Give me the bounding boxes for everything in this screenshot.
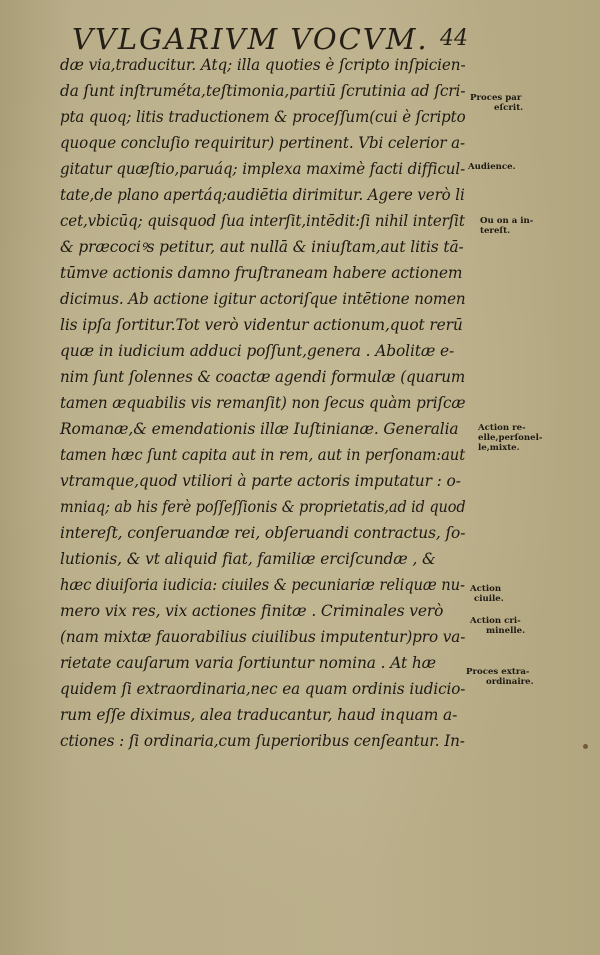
text-line: pta quoq; litis traductionem & proceſſum(cui è ſcripto <box>60 108 466 126</box>
margin-note-action-ciuile <box>470 584 504 604</box>
text-line: tamen hæc ſunt capita aut in rem, aut in perſonam:aut <box>60 446 466 464</box>
margin-note-line: Proces par <box>470 93 522 103</box>
margin-note-line: Action cri- <box>470 616 521 626</box>
margin-note-line: tereſt. <box>480 226 511 236</box>
text-line: dicimus. Ab actione igitur actoriſque intētione nomen <box>60 290 466 308</box>
text-line: tamen æquabilis vis remanſit) non ſecus quàm priſcæ <box>60 394 466 412</box>
text-line: & præcociꝰs petitur, aut nullā & iniuſtam,aut litis tā- <box>60 238 464 256</box>
margin-note-action-criminelle <box>470 616 525 636</box>
text-line: rum eſſe diximus, alea traducantur, haud inquam a- <box>60 706 458 724</box>
margin-note-line: minelle. <box>486 626 526 636</box>
text-line: da ſunt inſtruméta,teſtimonia,partiū ſcrutinia ad ſcri- <box>60 82 466 100</box>
text-line: gitatur quæſtio,paruáq; implexa maximè facti difficul- <box>60 160 466 178</box>
margin-note-line: Ou on a in- <box>480 216 534 226</box>
margin-note-ou-on-a-interest <box>480 216 533 236</box>
ink-stain <box>583 744 588 749</box>
text-line: dæ via,traducitur. Atq; illa quoties è ſcripto inſpicien- <box>60 56 466 74</box>
margin-note-proces-par-escrit <box>470 93 523 113</box>
text-line: quidem ſi extraordinaria,nec ea quam ordinis iudicio- <box>60 680 466 698</box>
margin-note-line: eſcrit. <box>494 103 524 113</box>
margin-note-line: elle,perſonel- <box>478 433 543 443</box>
margin-note-line: ordinaire. <box>486 677 534 687</box>
running-header-title: VVLGARIVM VOCVM. <box>72 22 429 56</box>
text-line: rietate cauſarum varia ſortiuntur nomina . At hæ <box>60 654 437 672</box>
margin-note-action-reelle <box>478 423 542 453</box>
page-number: 44 <box>440 26 468 51</box>
text-line: mero vix res, vix actiones finitæ . Criminales verò <box>60 602 444 620</box>
text-line: mniaq; ab his ferè poſſeſſionis & proprietatis,ad id quod <box>60 498 466 516</box>
text-line: cet,vbicūq; quisquod ſua interſit,intēdit:ſi nihil interſit <box>60 212 465 230</box>
text-line: intereſt, conſeruandæ rei, obſeruandi contractus, ſo- <box>60 524 466 542</box>
margin-note-line: Action <box>470 584 502 594</box>
margin-note-audience <box>468 162 516 172</box>
margin-note-line: Audience. <box>468 162 516 172</box>
margin-note-proces-extraordinaire <box>466 667 534 687</box>
text-line: Romanæ,& emendationis illæ Iuſtinianæ. Generalia <box>60 420 459 438</box>
text-line: ctiones : ſi ordinaria,cum ſuperioribus cenſeantur. In- <box>60 732 465 750</box>
margin-note-line: ciuile. <box>474 594 504 604</box>
text-line: nim ſunt ſolennes & coactæ agendi formulæ (quarum <box>60 368 466 386</box>
margin-note-line: Action re- <box>478 423 526 433</box>
text-line: tate,de plano apertáq;audiētia dirimitur. Agere verò li <box>60 186 465 204</box>
text-line: vtramque,quod vtiliori à parte actoris imputatur : o- <box>60 472 461 490</box>
margin-note-line: Proces extra- <box>466 667 530 677</box>
text-line: tūmve actionis damno fruſtraneam habere actionem <box>60 264 463 282</box>
text-line: quoque concluſio requiritur) pertinent. Vbi celerior a- <box>60 134 466 152</box>
text-line: (nam mixtæ fauorabilius ciuilibus imputentur)pro va- <box>60 628 466 646</box>
text-line: lis ipſa ſortitur.Tot verò videntur actionum,quot rerū <box>60 316 463 334</box>
text-line: lutionis, & vt aliquid fiat, familiæ erciſcundæ , & <box>60 550 436 568</box>
text-line: hæc diuiſoria iudicia: ciuiles & pecuniariæ reliquæ nu- <box>60 576 465 594</box>
margin-note-line: le,mixte. <box>478 443 520 453</box>
text-line: quæ in iudicium adduci poſſunt,genera . Abolitæ e- <box>60 342 455 360</box>
